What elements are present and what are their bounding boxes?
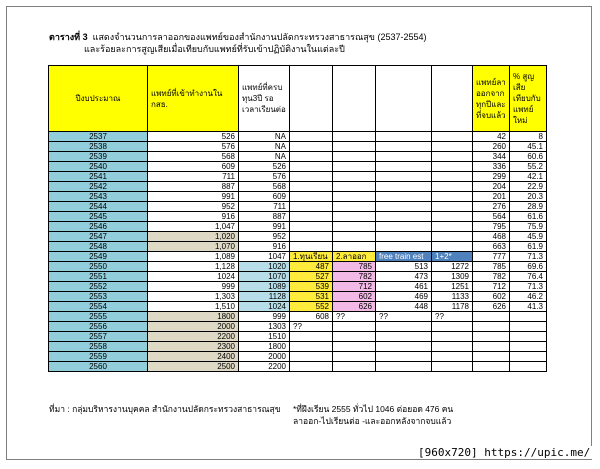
- cell-c5: 785: [333, 262, 376, 272]
- cell-completed: 999: [239, 312, 290, 322]
- cell-c7: [432, 142, 473, 152]
- cell-entered: 1,303: [148, 292, 239, 302]
- cell-entered: 952: [148, 202, 239, 212]
- table-caption-line2: และร้อยละการสูญเสียเมื่อเทียบกับแพทย์ที่รับเข้าปฏิบัติงานในแต่ละปี: [84, 44, 345, 54]
- cell-c5: [333, 142, 376, 152]
- table-row: [49, 362, 547, 372]
- cell-c5: 782: [333, 272, 376, 282]
- cell-year: 2556: [49, 322, 148, 332]
- cell-resigned: 626: [473, 302, 510, 312]
- cell-c4: [290, 342, 333, 352]
- cell-c4: [290, 362, 333, 372]
- cell-resigned: [473, 322, 510, 332]
- table-row: [49, 132, 547, 142]
- header-entered: แพทย์ที่เข้าทำงานใน กสธ.: [148, 66, 239, 132]
- cell-c5: ??: [333, 312, 376, 322]
- cell-pct: 71.3: [510, 282, 547, 292]
- cell-c6: 513: [376, 262, 432, 272]
- cell-year: 2552: [49, 282, 148, 292]
- header-fiscal-year: ปีงบประมาณ: [49, 66, 148, 132]
- cell-c4: [290, 162, 333, 172]
- cell-pct: 60.6: [510, 152, 547, 162]
- cell-resigned: 336: [473, 162, 510, 172]
- cell-year: 2544: [49, 202, 148, 212]
- cell-c5: [333, 202, 376, 212]
- cell-completed: 1800: [239, 342, 290, 352]
- cell-c7: [432, 242, 473, 252]
- table-row: [49, 172, 547, 182]
- table-row: [49, 252, 547, 262]
- cell-entered: 916: [148, 212, 239, 222]
- table-row: [49, 262, 547, 272]
- cell-c7: [432, 362, 473, 372]
- cell-c4: 539: [290, 282, 333, 292]
- cell-c4: 531: [290, 292, 333, 302]
- cell-c5: [333, 172, 376, 182]
- cell-c6: [376, 242, 432, 252]
- cell-completed: 711: [239, 202, 290, 212]
- cell-c7: [432, 182, 473, 192]
- table-row: [49, 232, 547, 242]
- cell-c6: [376, 162, 432, 172]
- cell-resigned: 344: [473, 152, 510, 162]
- cell-c6: [376, 182, 432, 192]
- cell-resigned: 299: [473, 172, 510, 182]
- cell-pct: [510, 322, 547, 332]
- table-row: [49, 212, 547, 222]
- cell-c5: [333, 162, 376, 172]
- table-row: [49, 202, 547, 212]
- cell-entered: 1,070: [148, 242, 239, 252]
- cell-entered: 609: [148, 162, 239, 172]
- cell-completed: NA: [239, 132, 290, 142]
- cell-c4: [290, 202, 333, 212]
- cell-c4: ??: [290, 322, 333, 332]
- cell-c4: [290, 142, 333, 152]
- cell-entered: 1,510: [148, 302, 239, 312]
- table-label: ตารางที่ 3: [49, 32, 88, 42]
- cell-c5: 2.ลาออก: [333, 252, 376, 262]
- cell-resigned: 42: [473, 132, 510, 142]
- cell-c6: 473: [376, 272, 432, 282]
- cell-c7: [432, 162, 473, 172]
- cell-c6: [376, 152, 432, 162]
- cell-pct: 75.9: [510, 222, 547, 232]
- cell-c6: [376, 212, 432, 222]
- cell-year: 2542: [49, 182, 148, 192]
- cell-year: 2558: [49, 342, 148, 352]
- cell-c7: [432, 342, 473, 352]
- header-blank-4: [290, 66, 333, 132]
- cell-pct: 42.1: [510, 172, 547, 182]
- cell-c7: [432, 222, 473, 232]
- cell-c4: [290, 352, 333, 362]
- cell-resigned: [473, 352, 510, 362]
- header-resigned: แพทย์ลาออกจากทุกปีและที่จบแล้ว: [473, 66, 510, 132]
- table-row: [49, 242, 547, 252]
- table-row: [49, 322, 547, 332]
- table-row: [49, 182, 547, 192]
- cell-c7: 1+2*: [432, 252, 473, 262]
- cell-c5: [333, 152, 376, 162]
- cell-resigned: [473, 312, 510, 322]
- cell-c4: 527: [290, 272, 333, 282]
- header-blank-6: [376, 66, 432, 132]
- watermark: [960x720] https://upic.me/: [418, 446, 591, 459]
- cell-c7: [432, 332, 473, 342]
- cell-c6: free train est: [376, 252, 432, 262]
- cell-entered: 2500: [148, 362, 239, 372]
- cell-pct: 69.6: [510, 262, 547, 272]
- cell-resigned: 777: [473, 252, 510, 262]
- cell-c5: [333, 222, 376, 232]
- cell-c7: [432, 132, 473, 142]
- cell-year: 2541: [49, 172, 148, 182]
- cell-entered: 1,020: [148, 232, 239, 242]
- cell-year: 2537: [49, 132, 148, 142]
- cell-c4: [290, 192, 333, 202]
- cell-resigned: 201: [473, 192, 510, 202]
- table-caption-line1: [49, 32, 426, 43]
- cell-completed: 1128: [239, 292, 290, 302]
- table-row: [49, 142, 547, 152]
- cell-pct: 41.3: [510, 302, 547, 312]
- source-note: ที่มา : กลุ่มบริหารงานบุคคล สำนักงานปลัดกระทรวงสาธารณสุข: [49, 404, 281, 414]
- cell-resigned: 712: [473, 282, 510, 292]
- cell-pct: 61.9: [510, 242, 547, 252]
- cell-year: 2543: [49, 192, 148, 202]
- cell-year: 2553: [49, 292, 148, 302]
- cell-resigned: 204: [473, 182, 510, 192]
- footnote-line2: ลาออก-ไปเรียนต่อ -และออกหลังจากจบแล้ว: [293, 416, 452, 426]
- cell-entered: 2000: [148, 322, 239, 332]
- cell-c4: 552: [290, 302, 333, 312]
- cell-completed: 1070: [239, 272, 290, 282]
- cell-entered: 1,047: [148, 222, 239, 232]
- cell-pct: 76.4: [510, 272, 547, 282]
- cell-completed: 1024: [239, 302, 290, 312]
- cell-entered: 999: [148, 282, 239, 292]
- cell-completed: 609: [239, 192, 290, 202]
- cell-pct: 46.2: [510, 292, 547, 302]
- doctor-resignation-table: [48, 65, 547, 372]
- cell-completed: NA: [239, 152, 290, 162]
- cell-c7: [432, 202, 473, 212]
- cell-year: 2554: [49, 302, 148, 312]
- cell-c5: 626: [333, 302, 376, 312]
- cell-c6: [376, 232, 432, 242]
- cell-c7: 1178: [432, 302, 473, 312]
- cell-c5: [333, 332, 376, 342]
- cell-entered: 1,128: [148, 262, 239, 272]
- cell-c7: 1251: [432, 282, 473, 292]
- cell-c4: [290, 212, 333, 222]
- cell-resigned: 795: [473, 222, 510, 232]
- cell-c7: 1309: [432, 272, 473, 282]
- header-row: [49, 66, 547, 132]
- cell-c6: [376, 172, 432, 182]
- cell-completed: 1303: [239, 322, 290, 332]
- cell-year: 2560: [49, 362, 148, 372]
- cell-resigned: [473, 342, 510, 352]
- cell-entered: 1024: [148, 272, 239, 282]
- cell-c7: 1133: [432, 292, 473, 302]
- cell-c4: [290, 332, 333, 342]
- cell-c7: [432, 322, 473, 332]
- cell-c4: [290, 232, 333, 242]
- cell-pct: 45.1: [510, 142, 547, 152]
- cell-entered: 576: [148, 142, 239, 152]
- cell-pct: 55.2: [510, 162, 547, 172]
- cell-resigned: 276: [473, 202, 510, 212]
- cell-c6: [376, 352, 432, 362]
- cell-c5: [333, 212, 376, 222]
- cell-c5: [333, 322, 376, 332]
- header-loss-percent: % สูญเสียเทียบกับแพทย์ใหม่: [510, 66, 547, 132]
- cell-c6: [376, 222, 432, 232]
- table-row: [49, 152, 547, 162]
- cell-resigned: 260: [473, 142, 510, 152]
- cell-c4: [290, 152, 333, 162]
- cell-pct: 20.3: [510, 192, 547, 202]
- cell-year: 2539: [49, 152, 148, 162]
- cell-c6: [376, 332, 432, 342]
- cell-c6: [376, 192, 432, 202]
- cell-c7: [432, 352, 473, 362]
- cell-completed: 526: [239, 162, 290, 172]
- cell-c6: [376, 342, 432, 352]
- cell-c6: ??: [376, 312, 432, 322]
- cell-pct: [510, 342, 547, 352]
- cell-year: 2546: [49, 222, 148, 232]
- cell-pct: [510, 352, 547, 362]
- cell-c6: [376, 142, 432, 152]
- cell-pct: 8: [510, 132, 547, 142]
- cell-c7: [432, 212, 473, 222]
- table-row: [49, 162, 547, 172]
- cell-completed: 568: [239, 182, 290, 192]
- cell-pct: [510, 312, 547, 322]
- cell-year: 2540: [49, 162, 148, 172]
- cell-c6: 448: [376, 302, 432, 312]
- cell-year: 2559: [49, 352, 148, 362]
- table-row: [49, 292, 547, 302]
- cell-c7: [432, 232, 473, 242]
- cell-entered: 2200: [148, 332, 239, 342]
- cell-c6: [376, 132, 432, 142]
- cell-c7: [432, 192, 473, 202]
- cell-pct: 45.9: [510, 232, 547, 242]
- cell-year: 2538: [49, 142, 148, 152]
- cell-completed: 1020: [239, 262, 290, 272]
- cell-year: 2550: [49, 262, 148, 272]
- table-row: [49, 332, 547, 342]
- cell-year: 2548: [49, 242, 148, 252]
- cell-resigned: 602: [473, 292, 510, 302]
- cell-pct: 22.9: [510, 182, 547, 192]
- cell-year: 2545: [49, 212, 148, 222]
- cell-resigned: [473, 332, 510, 342]
- cell-c7: [432, 152, 473, 162]
- cell-entered: 568: [148, 152, 239, 162]
- cell-c5: [333, 192, 376, 202]
- header-blank-5: [333, 66, 376, 132]
- cell-completed: 887: [239, 212, 290, 222]
- cell-c4: [290, 172, 333, 182]
- cell-resigned: 663: [473, 242, 510, 252]
- cell-c5: [333, 242, 376, 252]
- cell-entered: 1800: [148, 312, 239, 322]
- cell-c4: [290, 222, 333, 232]
- table-row: [49, 342, 547, 352]
- cell-c7: 1272: [432, 262, 473, 272]
- table-row: [49, 312, 547, 322]
- cell-completed: 576: [239, 172, 290, 182]
- cell-completed: 2000: [239, 352, 290, 362]
- cell-c6: 469: [376, 292, 432, 302]
- cell-pct: 61.6: [510, 212, 547, 222]
- cell-completed: 1047: [239, 252, 290, 262]
- cell-resigned: [473, 362, 510, 372]
- footnote-line1: *ที่ฝึงเรียน 2555 ทั่วไป 1046 ต่อยอด 476 คน: [293, 404, 454, 414]
- table-row: [49, 272, 547, 282]
- cell-resigned: 564: [473, 212, 510, 222]
- cell-completed: 952: [239, 232, 290, 242]
- cell-c5: [333, 362, 376, 372]
- cell-year: 2557: [49, 332, 148, 342]
- cell-resigned: 468: [473, 232, 510, 242]
- cell-entered: 991: [148, 192, 239, 202]
- cell-entered: 2400: [148, 352, 239, 362]
- cell-c4: [290, 242, 333, 252]
- cell-completed: 991: [239, 222, 290, 232]
- cell-c4: 1.ทุนเรียน: [290, 252, 333, 262]
- table-row: [49, 222, 547, 232]
- cell-year: 2549: [49, 252, 148, 262]
- cell-completed: 2200: [239, 362, 290, 372]
- cell-c5: 602: [333, 292, 376, 302]
- cell-year: 2551: [49, 272, 148, 282]
- header-completed-scholarship: แพทย์ที่ครบทุน3ปี รอเวลาเรียนต่อ: [239, 66, 290, 132]
- table-row: [49, 282, 547, 292]
- cell-c6: [376, 202, 432, 212]
- cell-c7: [432, 172, 473, 182]
- cell-c5: 712: [333, 282, 376, 292]
- cell-pct: [510, 362, 547, 372]
- cell-pct: 71.3: [510, 252, 547, 262]
- cell-pct: 28.9: [510, 202, 547, 212]
- cell-c5: [333, 182, 376, 192]
- table-row: [49, 302, 547, 312]
- cell-c4: 608: [290, 312, 333, 322]
- cell-entered: 711: [148, 172, 239, 182]
- cell-c4: 487: [290, 262, 333, 272]
- table-row: [49, 352, 547, 362]
- cell-entered: 1,089: [148, 252, 239, 262]
- cell-c4: [290, 132, 333, 142]
- cell-completed: 1089: [239, 282, 290, 292]
- cell-entered: 2300: [148, 342, 239, 352]
- cell-entered: 526: [148, 132, 239, 142]
- cell-c5: [333, 232, 376, 242]
- cell-c6: 461: [376, 282, 432, 292]
- cell-c4: [290, 182, 333, 192]
- cell-year: 2555: [49, 312, 148, 322]
- cell-c6: [376, 322, 432, 332]
- cell-entered: 887: [148, 182, 239, 192]
- table-caption-text: แสดงจำนวนการลาออกของแพทย์ของสำนักงานปลัดกระทรวงสาธารณสุข (2537-2554): [92, 32, 427, 42]
- cell-completed: 916: [239, 242, 290, 252]
- cell-c6: [376, 362, 432, 372]
- cell-year: 2547: [49, 232, 148, 242]
- header-blank-7: [432, 66, 473, 132]
- cell-pct: [510, 332, 547, 342]
- cell-resigned: 782: [473, 272, 510, 282]
- cell-c5: [333, 132, 376, 142]
- cell-completed: 1510: [239, 332, 290, 342]
- cell-c7: ??: [432, 312, 473, 322]
- table-row: [49, 192, 547, 202]
- cell-c5: [333, 352, 376, 362]
- cell-completed: NA: [239, 142, 290, 152]
- cell-c5: [333, 342, 376, 352]
- cell-resigned: 785: [473, 262, 510, 272]
